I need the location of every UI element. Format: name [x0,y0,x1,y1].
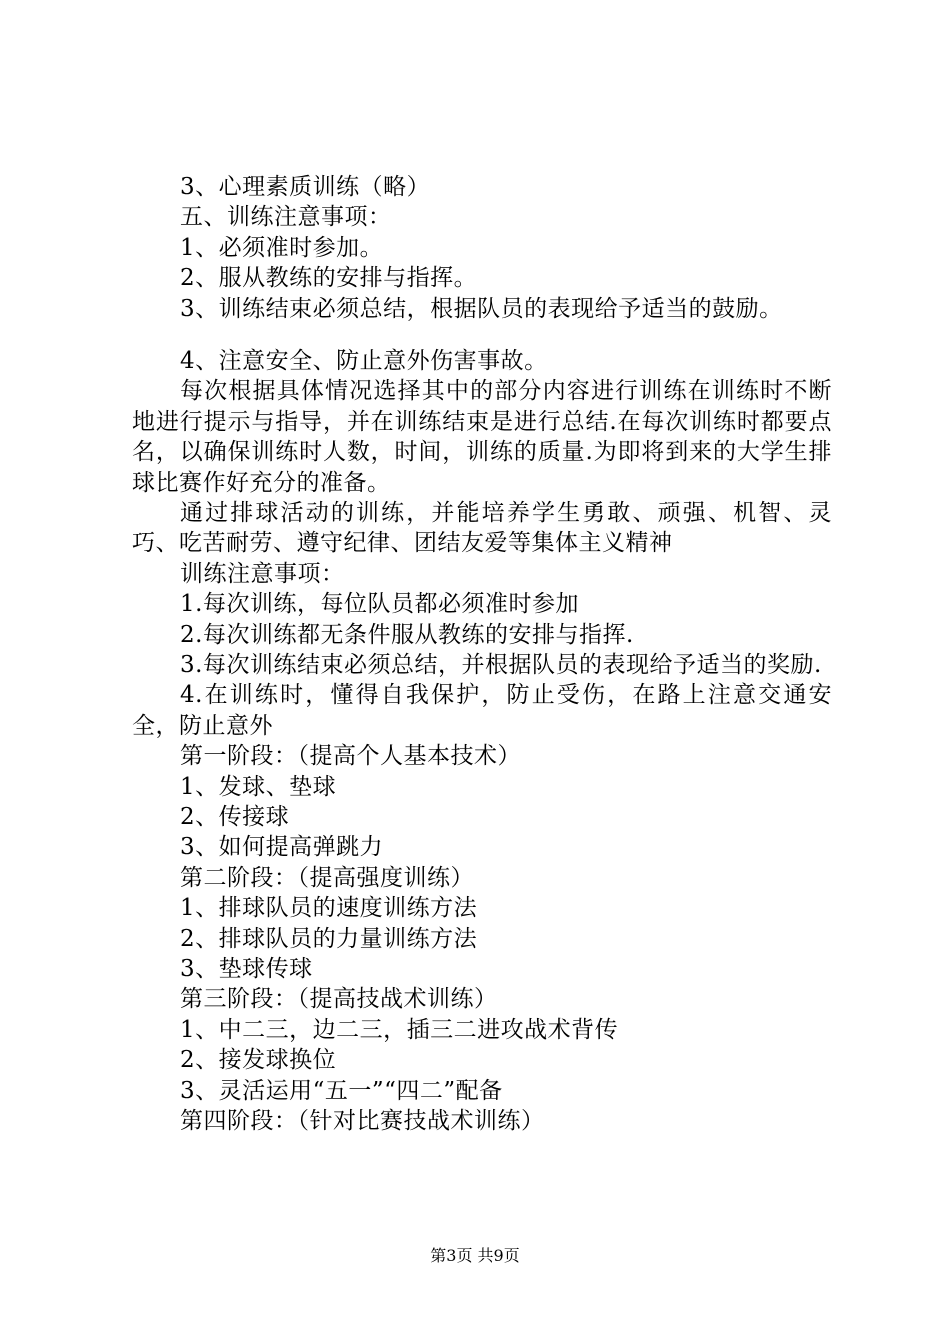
note-item: 2.每次训练都无条件服从教练的安排与指挥. [180,621,634,648]
notes-heading: 训练注意事项： [180,560,345,587]
document-body [132,172,832,1136]
paragraph-gap [132,324,832,346]
paragraph-training-summary: 每次根据具体情况选择其中的部分内容进行训练在训练时不断地进行提示与指导，并在训练结束是进行总结.在每次训练时都要点名，以确保训练时人数，时间，训练的质量.为即将到来的大学生排球比赛作好充分的准备。 [132,378,832,496]
section-heading: 五、训练注意事项： [180,204,392,231]
note-item: 4.在训练时，懂得自我保护，防止受伤，在路上注意交通安全，防止意外 [132,682,832,739]
text-line: 3、灵活运用“五一”“四二”配备 [180,1077,503,1104]
note-item: 3.每次训练结束必须总结，并根据队员的表现给予适当的奖励. [180,651,822,678]
text-line: 1、发球、垫球 [180,773,337,800]
text-line: 3、心理素质训练（略） [180,174,431,200]
paragraph-training-goal: 通过排球活动的训练，并能培养学生勇敢、顽强、机智、灵巧、吃苦耐劳、遵守纪律、团结友爱等集体主义精神 [132,499,832,557]
text-line: 3、如何提高弹跳力 [180,834,384,861]
text-line: 2、服从教练的安排与指挥。 [180,265,478,292]
stage-heading: 第四阶段：（针对比赛技战术训练） [180,1107,545,1134]
text-line: 1、中二三，边二三，插三二进攻战术背传 [180,1016,619,1043]
stage-heading: 第一阶段：（提高个人基本技术） [180,743,521,770]
stage-heading: 第二阶段：（提高强度训练） [180,864,474,891]
text-line: 1、排球队员的速度训练方法 [180,895,478,922]
note-item: 1.每次训练，每位队员都必须准时参加 [180,591,579,618]
stage-heading: 第三阶段：（提高技战术训练） [180,986,498,1013]
text-line: 3、垫球传球 [180,955,313,982]
text-line: 1、必须准时参加。 [180,234,384,261]
text-line: 4、注意安全、防止意外伤害事故。 [180,347,548,374]
text-line: 2、传接球 [180,803,290,830]
text-line: 3、训练结束必须总结，根据队员的表现给予适当的鼓励。 [180,295,783,322]
text-line: 2、接发球换位 [180,1047,337,1074]
page-footer: 第3页 共9页 [430,1246,520,1265]
text-line: 2、排球队员的力量训练方法 [180,925,478,952]
